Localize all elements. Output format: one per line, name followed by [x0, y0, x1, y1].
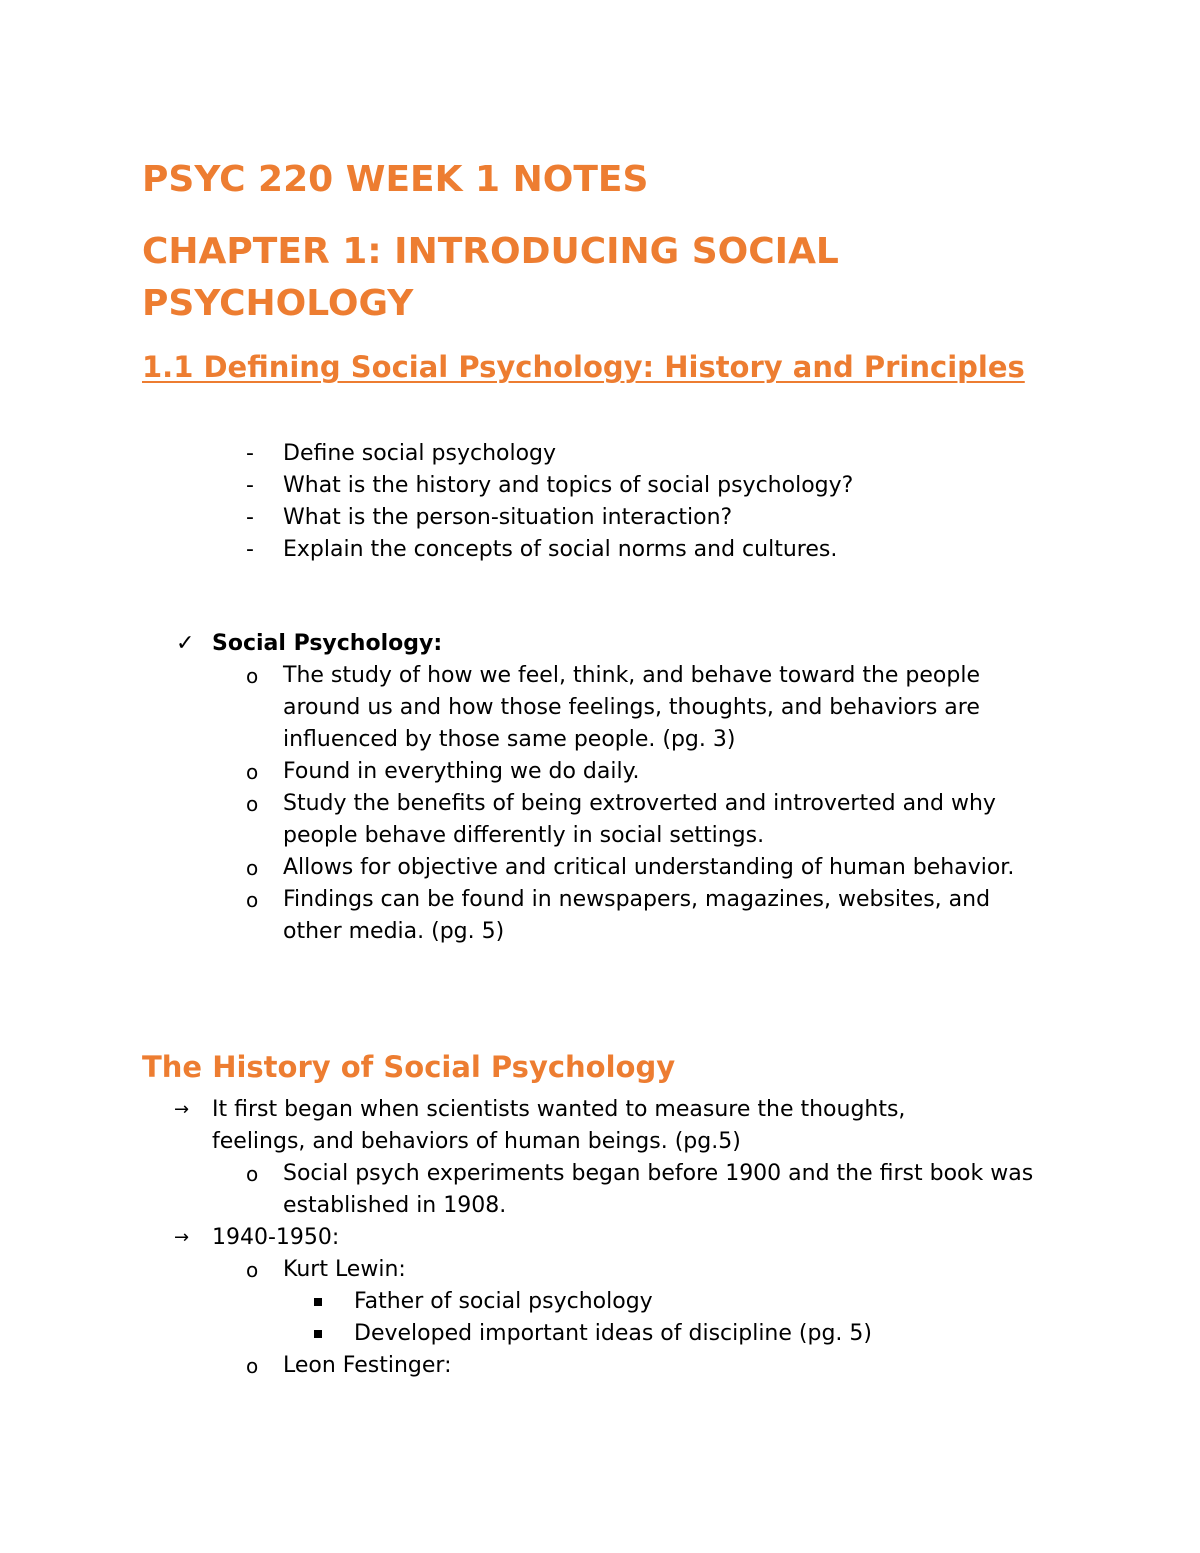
list-item: [0, 1222, 972, 1254]
circle-bullet-icon: o: [246, 1162, 259, 1186]
history-item-text: 1940-1950:: [212, 1225, 340, 1250]
list-item: [0, 852, 1053, 884]
list-item: [0, 438, 853, 470]
list-item: [0, 1318, 1054, 1350]
list-item: [0, 502, 853, 534]
person-point-text: Developed important ideas of discipline (pg. 5): [354, 1321, 872, 1346]
list-item: [0, 534, 853, 566]
list-item: [0, 1350, 1043, 1382]
point-text: The study of how we feel, think, and behave toward the people around us and how those feelings, thoughts, and behaviors are influenced by those same people. (pg. 3): [283, 663, 980, 752]
objectives-list: [0, 438, 853, 566]
arrow-bullet-icon: →: [174, 1099, 190, 1120]
objective-text: What is the person-situation interaction?: [283, 505, 733, 530]
circle-bullet-icon: o: [246, 1258, 259, 1282]
list-item: [0, 884, 1053, 948]
document-title: PSYC 220 WEEK 1 NOTES: [142, 159, 649, 200]
social-psychology-heading: [0, 628, 1200, 660]
dash-bullet-icon: -: [246, 505, 254, 530]
list-item: [0, 1286, 1054, 1318]
circle-bullet-icon: o: [246, 792, 259, 816]
point-text: Findings can be found in newspapers, magazines, websites, and other media. (pg. 5): [283, 887, 991, 944]
list-item: [0, 1094, 972, 1158]
circle-bullet-icon: o: [246, 664, 259, 688]
circle-bullet-icon: o: [246, 760, 259, 784]
square-bullet-icon: [314, 1330, 322, 1338]
history-heading: The History of Social Psychology: [142, 1050, 676, 1084]
social-psychology-block: [0, 628, 1200, 948]
section-title: 1.1 Defining Social Psychology: History and Principles: [142, 350, 1025, 384]
list-item: [0, 756, 1053, 788]
social-psychology-heading-text: Social Psychology:: [212, 631, 443, 656]
dash-bullet-icon: -: [246, 473, 254, 498]
point-text: Allows for objective and critical understanding of human behavior.: [283, 855, 1015, 880]
history-subitem-text: Social psych experiments began before 1900 and the first book was established in 1908.: [283, 1161, 1034, 1218]
objective-text: What is the history and topics of social psychology?: [283, 473, 854, 498]
point-text: Found in everything we do daily.: [283, 759, 640, 784]
objective-text: Define social psychology: [283, 441, 557, 466]
arrow-bullet-icon: →: [174, 1227, 190, 1248]
circle-bullet-icon: o: [246, 856, 259, 880]
history-list: [0, 1094, 1200, 1382]
square-bullet-icon: [314, 1298, 322, 1306]
circle-bullet-icon: o: [246, 888, 259, 912]
circle-bullet-icon: o: [246, 1354, 259, 1378]
history-item-text: It first began when scientists wanted to measure the thoughts, feelings, and behaviors of human beings. (pg.5): [212, 1097, 906, 1154]
checkmark-icon: ✓: [176, 631, 195, 656]
person-name: Kurt Lewin:: [283, 1257, 406, 1282]
list-item: [0, 1158, 1043, 1222]
dash-bullet-icon: -: [246, 441, 254, 466]
list-item: [0, 660, 1053, 756]
list-item: [0, 788, 1053, 852]
point-text: Study the benefits of being extroverted and introverted and why people behave differently in social settings.: [283, 791, 996, 848]
social-psychology-points: [0, 660, 1200, 948]
dash-bullet-icon: -: [246, 537, 254, 562]
person-point-text: Father of social psychology: [354, 1289, 653, 1314]
chapter-title: CHAPTER 1: INTRODUCING SOCIAL PSYCHOLOGY: [142, 231, 839, 324]
objective-text: Explain the concepts of social norms and cultures.: [283, 537, 838, 562]
person-name: Leon Festinger:: [283, 1353, 452, 1378]
list-item: [0, 470, 853, 502]
list-item: [0, 1254, 1043, 1286]
